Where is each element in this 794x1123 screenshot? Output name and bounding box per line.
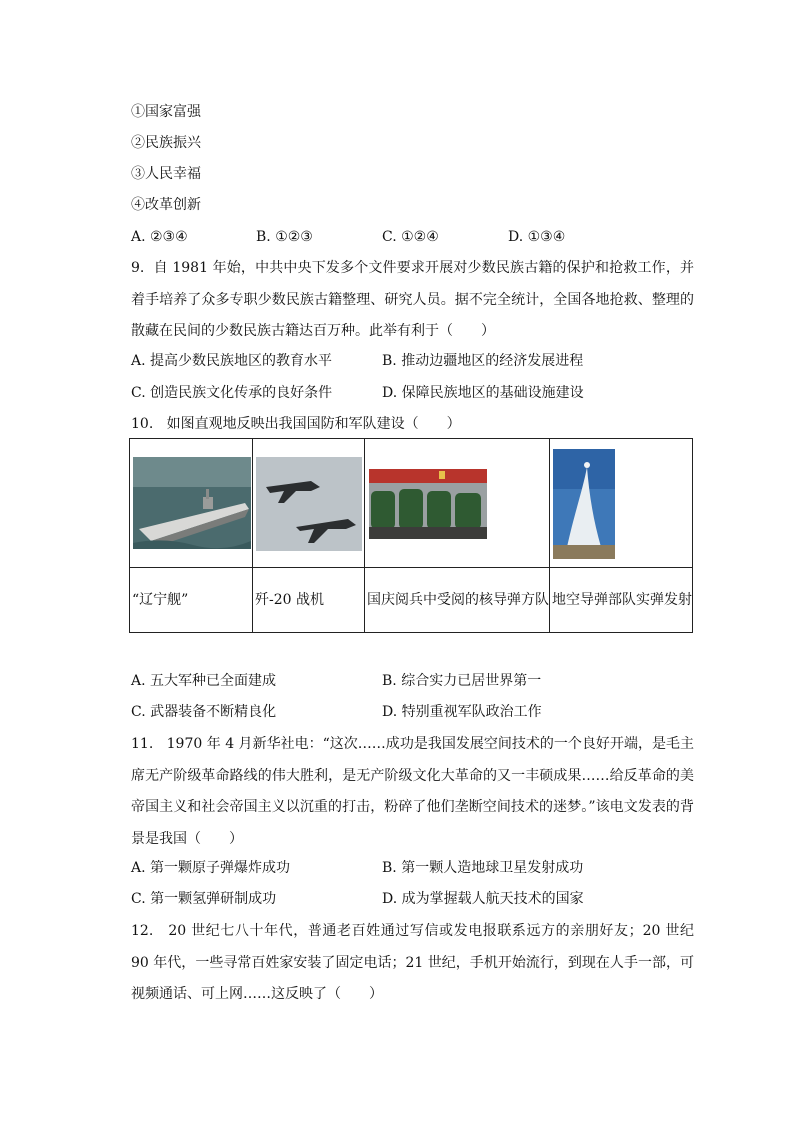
q9-option-c[interactable]: C. 创造民族文化传承的良好条件 <box>131 385 333 401</box>
missile-parade-photo <box>369 469 487 539</box>
q8-item-2: ②民族振兴 <box>131 135 201 151</box>
q10-option-b[interactable]: B. 综合实力已居世界第一 <box>382 673 542 689</box>
q8-option-d[interactable]: D. ①③④ <box>508 229 566 245</box>
q11-option-c[interactable]: C. 第一颗氢弹研制成功 <box>131 891 277 907</box>
q10-caption-missile: 国庆阅兵中受阅的核导弹方队 <box>367 591 549 608</box>
q10-cell-missile <box>365 439 550 568</box>
q10-cell-fighter <box>253 439 365 568</box>
q11-stem: 11. 1970 年 4 月新华社电：“这次……成功是我国发展空间技术的一个良好开端，是毛主席无产阶级革命路线的伟大胜利，是无产阶级文化大革命的又一丰硕成果……给反革命的美帝国主义和社会帝国主义以沉重的打击，粉碎了他们垄断空间技术的迷梦。”该电文发表的背景是我国（ ） <box>131 736 694 847</box>
q9-option-d[interactable]: D. 保障民族地区的基础设施建设 <box>382 385 584 401</box>
q12-stem: 12. 20 世纪七八十年代，普通老百姓通过写信或发电报联系远方的亲朋好友；20 世纪 90 年代，一些寻常百姓家安装了固定电话；21 世纪，手机开始流行，到现在人手一部，可视频通话、可上网……这反映了（ ） <box>131 923 694 1002</box>
q11-option-a[interactable]: A. 第一颗原子弹爆炸成功 <box>131 860 291 876</box>
q10-caption-carrier: “辽宁舰” <box>132 591 189 608</box>
q10-option-a[interactable]: A. 五大军种已全面建成 <box>131 673 277 689</box>
aircraft-carrier-photo <box>133 457 251 549</box>
q8-item-4: ④改革创新 <box>131 197 201 213</box>
q9-option-b[interactable]: B. 推动边疆地区的经济发展进程 <box>382 353 584 369</box>
q10-figure-table <box>129 438 693 633</box>
q8-option-c[interactable]: C. ①②④ <box>382 229 439 245</box>
q10-cell-carrier <box>130 439 253 568</box>
q11-option-d[interactable]: D. 成为掌握载人航天技术的国家 <box>382 891 584 907</box>
q8-item-1: ①国家富强 <box>131 104 201 120</box>
q9-option-a[interactable]: A. 提高少数民族地区的教育水平 <box>131 353 333 369</box>
q10-caption-launch: 地空导弹部队实弹发射 <box>552 591 692 608</box>
q8-option-a[interactable]: A. ②③④ <box>131 229 188 245</box>
q10-option-c[interactable]: C. 武器装备不断精良化 <box>131 704 277 720</box>
j20-fighter-photo <box>256 457 362 551</box>
q8-option-b[interactable]: B. ①②③ <box>256 229 313 245</box>
q9-stem: 9. 自 1981 年始，中共中央下发多个文件要求开展对少数民族古籍的保护和抢救工作，并着手培养了众多专职少数民族古籍整理、研究人员。据不完全统计，全国各地抢救、整理的散藏在民间的少数民族古籍达百万种。此举有利于（ ） <box>131 260 694 339</box>
q10-cell-launch <box>550 439 693 568</box>
q10-stem: 10. 如图直观地反映出我国国防和军队建设（ ） <box>131 416 461 432</box>
missile-launch-photo <box>553 449 615 559</box>
q10-option-d[interactable]: D. 特别重视军队政治工作 <box>382 704 542 720</box>
q10-caption-fighter: 歼-20 战机 <box>255 591 324 608</box>
q11-option-b[interactable]: B. 第一颗人造地球卫星发射成功 <box>382 860 584 876</box>
q8-item-3: ③人民幸福 <box>131 166 201 182</box>
